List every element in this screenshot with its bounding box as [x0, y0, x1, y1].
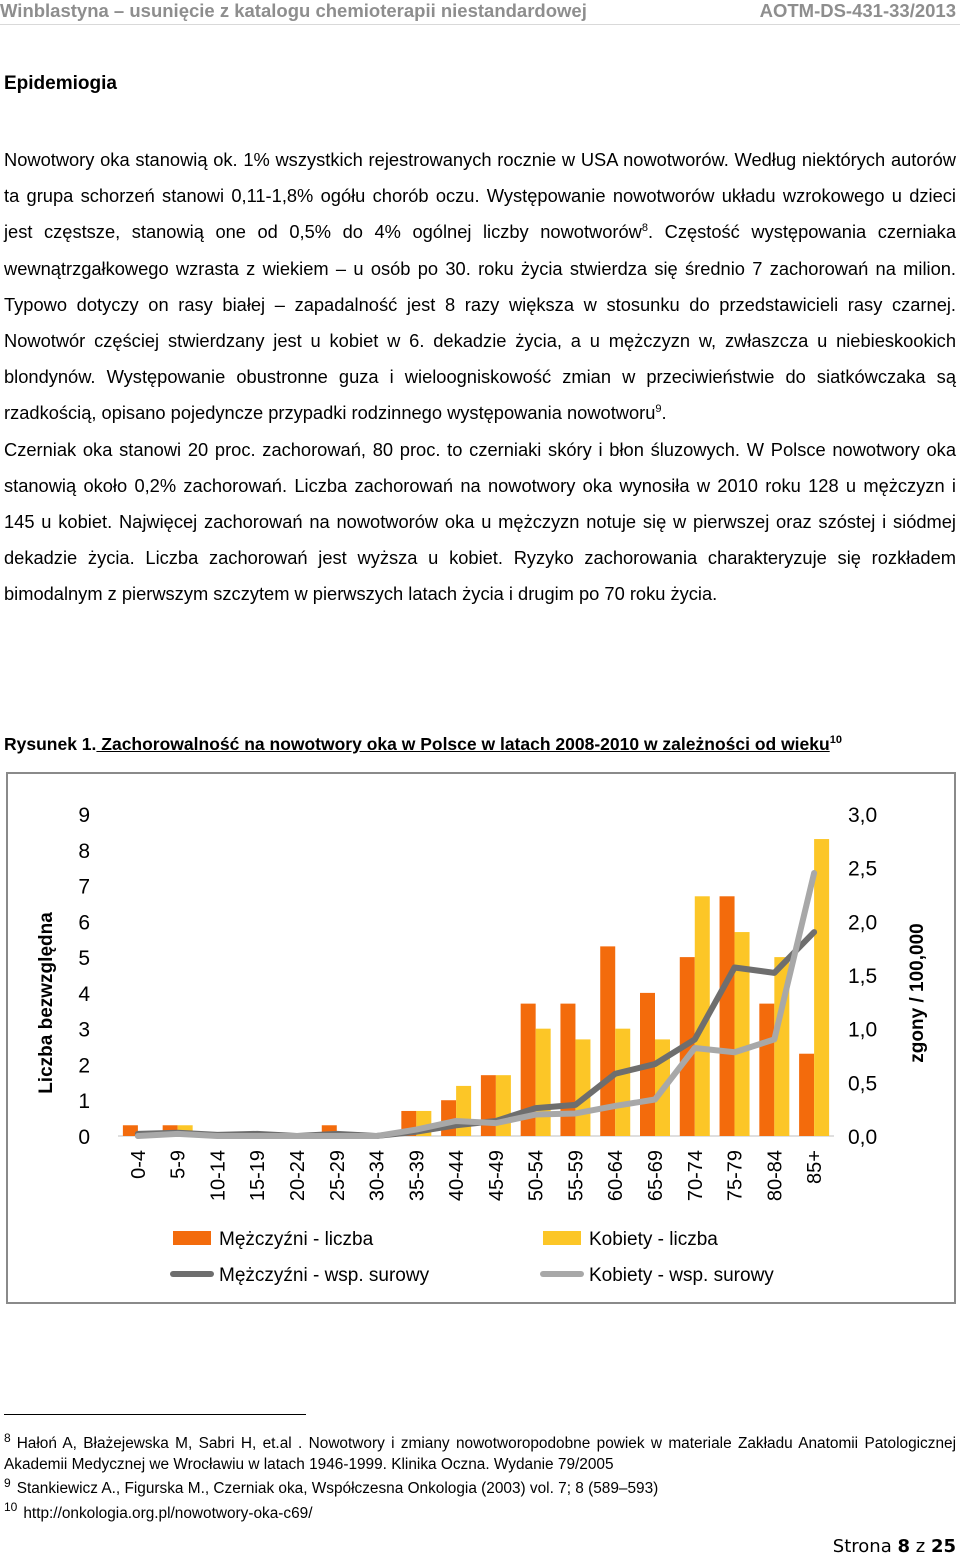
header-title: Winblastyna – usunięcie z katalogu chemioterapii niestandardowej	[0, 0, 587, 21]
bar-women	[735, 932, 750, 1136]
y-axis-label: Liczba bezwzględna	[36, 912, 57, 1094]
y-tick-label: 5	[78, 947, 90, 971]
section-title: Epidemiogia	[4, 73, 117, 94]
y2-tick-label: 2,0	[848, 911, 878, 935]
running-header	[0, 0, 960, 22]
y2-tick-label: 1,0	[848, 1018, 878, 1042]
bar-women	[456, 1086, 471, 1136]
footnote-ref-8[interactable]: 8	[641, 222, 648, 235]
bar-men	[481, 1075, 496, 1136]
line-men-rate	[138, 932, 814, 1136]
footnote-10: $^{10}$ http://onkologia.org.pl/nowotwory-oka-c69/	[4, 1500, 313, 1522]
bar-women	[615, 1029, 630, 1136]
legend-label: Mężczyźni - liczba	[219, 1229, 374, 1250]
x-tick-label: 85+	[804, 1150, 827, 1184]
legend-label: Kobiety - wsp. surowy	[589, 1265, 774, 1286]
x-tick-label: 30-34	[366, 1150, 389, 1202]
footnotes	[4, 1430, 956, 1528]
y-tick-label: 7	[78, 875, 90, 899]
y2-tick-label: 0,0	[848, 1126, 878, 1149]
bar-women	[536, 1029, 551, 1136]
x-tick-label: 45-49	[485, 1150, 508, 1202]
y-tick-label: 6	[78, 911, 90, 935]
legend-swatch	[173, 1231, 211, 1245]
y-tick-label: 9	[78, 804, 90, 827]
x-tick-label: 55-59	[565, 1150, 588, 1202]
chart-svg	[8, 774, 954, 1302]
figure-caption: Rysunek 1. Zachorowalność na nowotwory oka w Polsce w latach 2008-2010 w zależności od wieku$^{10}$	[4, 734, 842, 754]
footnote-9: $^9$ Stankiewicz A., Figurska M., Czerniak oka, Współczesna Onkologia (2003) vol. 7; 8 (589–593)	[4, 1475, 659, 1497]
y-tick-label: 2	[78, 1054, 90, 1078]
footnote-rule	[4, 1414, 306, 1415]
header-code: AOTM-DS-431-33/2013	[759, 0, 956, 21]
incidence-chart	[6, 772, 956, 1304]
footnote-ref-10[interactable]: 10	[829, 734, 842, 747]
footnote-link[interactable]: http://onkologia.org.pl/nowotwory-oka-c69/	[23, 1504, 313, 1522]
y2-tick-label: 1,5	[848, 965, 878, 988]
y2-tick-label: 0,5	[848, 1072, 878, 1096]
x-tick-label: 65-69	[645, 1150, 667, 1202]
y2-tick-label: 3,0	[848, 804, 878, 827]
bar-men	[799, 1054, 814, 1136]
paragraph-epidemiology: Nowotwory oka stanowią ok. 1% wszystkich rejestrowanych rocznie w USA nowotworów. Według niektórych autorów ta grupa schorzeń stanowi 0,11-1,8% ogółu chorób oczu. Występowanie nowotworów układu wzrokowego u dzieci jest częstsze, stanowią one od 0,5% do 4% ogólnej liczby nowotworów$^8$. Częstość występowania czerniaka wewnątrzgałkowego wzrasta z wiekiem – u osób po 30. roku życia stwierdza się średnio 7 zachorowań na milion. Typowo dotyczy on rasy białej – zapadalność jest 8 razy większa w stosunku do przedstawicieli rasy czarnej. Nowotwór częściej stwierdzany jest u kobiet w 6. dekadzie życia, a u mężczyzn w, zwłaszcza u niebieskookich blondynów. Występowanie obustronne guza i wieloogniskowość zmian w przeciwieństwie do siatkówczaka są rzadkością, opisano pojedyncze przypadki rodzinnego występowania nowotworu$^9$.	[4, 149, 956, 424]
bar-men	[441, 1100, 456, 1136]
y-tick-label: 3	[78, 1018, 90, 1042]
y2-axis-label: zgony / 100,000	[907, 923, 928, 1063]
x-tick-label: 80-84	[764, 1150, 787, 1202]
page-number: Strona 8 z 25	[832, 1536, 956, 1557]
y-tick-label: 8	[78, 839, 90, 863]
header-rule	[0, 24, 960, 25]
x-tick-label: 35-39	[406, 1150, 429, 1202]
x-tick-label: 0-4	[127, 1150, 150, 1179]
x-tick-label: 20-24	[287, 1150, 309, 1202]
bar-men	[720, 896, 735, 1136]
y2-tick-label: 2,5	[848, 857, 878, 881]
bar-men	[759, 1004, 774, 1136]
x-tick-label: 50-54	[525, 1150, 548, 1202]
legend-label: Kobiety - liczba	[589, 1229, 718, 1250]
body-text	[4, 142, 956, 613]
bar-women	[496, 1075, 511, 1136]
legend-label: Mężczyźni - wsp. surowy	[219, 1265, 430, 1286]
x-tick-label: 5-9	[167, 1150, 190, 1179]
footnote-8: $^8$ Hałoń A, Błażejewska M, Sabri H, et.al . Nowotwory i zmiany nowotworopodobne powiek w materiale Zakładu Anatomii Patologicznej Akademii Medycznej we Wrocławiu w latach 1946-1999. Klinika Oczna. Wydanie 79/2005	[4, 1430, 956, 1473]
bar-women	[575, 1039, 590, 1136]
y-tick-label: 1	[78, 1090, 90, 1114]
bar-women	[814, 839, 829, 1136]
x-tick-label: 10-14	[207, 1150, 230, 1202]
x-tick-label: 75-79	[724, 1150, 747, 1202]
x-tick-label: 15-19	[247, 1150, 270, 1202]
y-tick-label: 0	[78, 1126, 90, 1149]
legend-swatch	[543, 1231, 581, 1245]
x-tick-label: 40-44	[446, 1150, 469, 1202]
x-tick-label: 70-74	[684, 1150, 707, 1202]
x-tick-label: 25-29	[326, 1150, 349, 1202]
x-tick-label: 60-64	[605, 1150, 628, 1202]
y-tick-label: 4	[78, 982, 90, 1006]
footnote-ref-9[interactable]: 9	[655, 403, 662, 416]
paragraph-poland: Czerniak oka stanowi 20 proc. zachorowań, 80 proc. to czerniaki skóry i błon śluzowych. W Polsce nowotwory oka stanowią około 0,2% zachorowań. Liczba zachorowań na nowotwory oka wynosiła w 2010 roku 128 u mężczyzn i 145 u kobiet. Najwięcej zachorowań na nowotworów oka u mężczyzn notuje się w pierwszej oraz szóstej i siódmej dekadzie życia. Liczba zachorowań jest wyższa u kobiet. Ryzyko zachorowania charakteryzuje się rozkładem bimodalnym z pierwszym szczytem w pierwszych latach życia i drugim po 70 roku życia.	[4, 438, 956, 605]
